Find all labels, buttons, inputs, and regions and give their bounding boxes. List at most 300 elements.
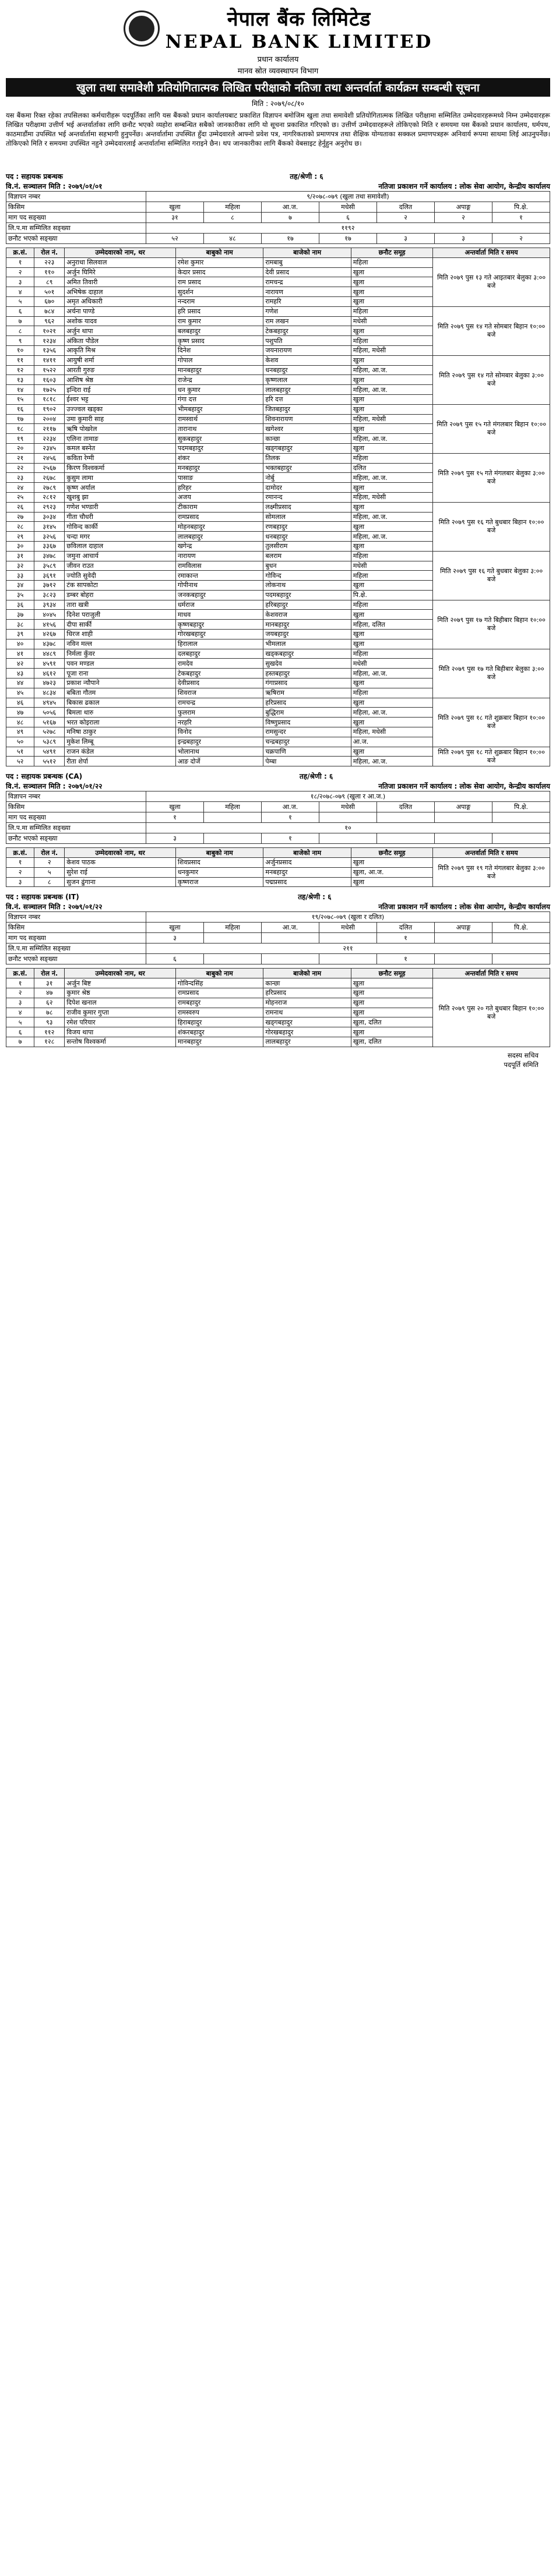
father-name: हरिहर bbox=[175, 483, 263, 493]
quota-group: महिला, मधेसी bbox=[351, 492, 432, 502]
seat-count bbox=[204, 933, 262, 944]
grandfather-name: चक्रपाणि bbox=[263, 747, 351, 757]
result-sections bbox=[6, 171, 550, 1047]
signature-block bbox=[6, 1051, 550, 1069]
father-name: सुकबहादुर bbox=[175, 434, 263, 444]
serial-number: ४६ bbox=[6, 698, 34, 708]
column-header: रोल नं. bbox=[34, 848, 65, 858]
serial-number: ३९ bbox=[6, 630, 34, 639]
candidate-name: उज्ज्वल खड्का bbox=[65, 404, 176, 414]
roll-number: ४३७८ bbox=[34, 639, 65, 649]
serial-number: ३२ bbox=[6, 561, 34, 571]
quota-group: महिला bbox=[351, 688, 432, 698]
grandfather-name: खड्गबहादुर bbox=[263, 443, 351, 453]
section-sub-heading bbox=[6, 781, 550, 791]
selected-count: ६ bbox=[146, 954, 204, 964]
quota-group: महिला, मधेसी bbox=[351, 414, 432, 424]
candidate-name: कुसुम लामा bbox=[65, 473, 176, 483]
grandfather-name: लक्ष्मीप्रसाद bbox=[263, 502, 351, 512]
seat-count: १ bbox=[262, 812, 319, 823]
selected-count bbox=[492, 833, 550, 844]
grandfather-name: मोहनराज bbox=[263, 998, 351, 1008]
candidate-name: आशिष श्रेष्ठ bbox=[65, 375, 176, 385]
bank-name-nepali: नेपाल बैंक लिमिटेड bbox=[227, 8, 371, 31]
grandfather-name: हरिबहादुर bbox=[263, 600, 351, 610]
serial-number: २ bbox=[6, 267, 34, 277]
candidate-row bbox=[6, 355, 550, 365]
candidate-name: जीवन राउत bbox=[65, 561, 176, 571]
interview-schedule: मिति २०७९ पुस १४ गते सोमबार बिहान १०:०० बजे bbox=[433, 306, 550, 355]
column-header: उम्मेदवारको नाम, थर bbox=[65, 248, 176, 258]
father-name: टेकबहादुर bbox=[175, 669, 263, 679]
quota-type: खुला bbox=[146, 923, 204, 933]
summary-label: छनौट भएको सङ्ख्या bbox=[6, 954, 146, 964]
father-name: नरहरि bbox=[175, 718, 263, 727]
column-header: क्र.सं. bbox=[6, 248, 34, 258]
quota-group: खुला bbox=[351, 679, 432, 688]
serial-number: ७ bbox=[6, 1037, 34, 1047]
candidate-name: चन्दा मगर bbox=[65, 532, 176, 542]
quota-group: खुला, आ.ज. bbox=[351, 867, 432, 877]
father-name: हिराबहादुर bbox=[175, 1017, 263, 1027]
grandfather-name: केशवराज bbox=[263, 610, 351, 620]
interview-schedule: मिति २०७९ पुस १७ गते बिहीबार बेलुका ३:०० बजे bbox=[433, 649, 550, 698]
office-name: प्रधान कार्यालय bbox=[257, 55, 299, 64]
roll-number: ९६२ bbox=[34, 316, 65, 326]
candidate-name: दिनेश पराजुली bbox=[65, 610, 176, 620]
roll-number: १०२१ bbox=[34, 326, 65, 336]
quota-type: मधेसी bbox=[319, 802, 377, 812]
roll-number: १८१८ bbox=[34, 394, 65, 404]
quota-group: खुला bbox=[351, 502, 432, 512]
quota-group: खुला bbox=[351, 877, 432, 887]
serial-number: ४३ bbox=[6, 669, 34, 679]
candidate-header-row bbox=[6, 969, 550, 978]
candidate-name: दिपेश खनाल bbox=[65, 998, 176, 1008]
serial-number: ११ bbox=[6, 355, 34, 365]
quota-group: खुला bbox=[351, 1008, 432, 1017]
department-name: मानव स्रोत व्यवस्थापन विभाग bbox=[237, 67, 319, 76]
grandfather-name: चन्द्रबहादुर bbox=[263, 737, 351, 747]
candidate-row bbox=[6, 600, 550, 610]
quota-group: दलित bbox=[351, 463, 432, 473]
father-name: हरि प्रसाद bbox=[175, 306, 263, 316]
seat-count: १ bbox=[146, 812, 204, 823]
quota-group: खुला bbox=[351, 267, 432, 277]
roll-number: २४५६ bbox=[34, 453, 65, 463]
column-header: छनौट समूह bbox=[351, 248, 432, 258]
interview-schedule: मिति २०७९ पुस २० गते बुधबार बिहान १०:०० बजे bbox=[433, 978, 550, 1047]
quota-type: अपाङ्ग bbox=[435, 923, 492, 933]
serial-number: ४९ bbox=[6, 727, 34, 737]
quota-type: आ.ज. bbox=[262, 923, 319, 933]
father-name: दिनेश bbox=[175, 345, 263, 355]
grandfather-name: शिवनारायण bbox=[263, 414, 351, 424]
seat-count bbox=[492, 933, 550, 944]
selected-count bbox=[319, 833, 377, 844]
serial-number: १६ bbox=[6, 404, 34, 414]
roll-number: ३२५६ bbox=[34, 532, 65, 542]
quota-group: खुला bbox=[351, 978, 432, 988]
serial-number: ३७ bbox=[6, 610, 34, 620]
interview-schedule: मिति २०७९ पुस १८ गते शुक्रबार बिहान १०:०० बजे bbox=[433, 698, 550, 747]
exam-date: वि.नं. सञ्चालन मिति : २०७९/०१/२२ bbox=[6, 903, 103, 911]
quota-group: खुला bbox=[351, 375, 432, 385]
summary-label: विज्ञापन नम्बर bbox=[6, 912, 146, 923]
roll-number: ७८ bbox=[34, 1008, 65, 1017]
grandfather-name: रमानन्द bbox=[263, 492, 351, 502]
quota-group: खुला bbox=[351, 355, 432, 365]
post-level: तह/श्रेणी : ६ bbox=[299, 772, 333, 781]
candidate-name: इन्दिरा राई bbox=[65, 385, 176, 395]
roll-number: ५१६७ bbox=[34, 718, 65, 727]
summary-row bbox=[6, 234, 550, 244]
quota-group: महिला, दलित bbox=[351, 620, 432, 630]
candidate-name: अर्जुन थापा bbox=[65, 326, 176, 336]
advertisement-number: १९/२०७८-०७९ (खुला र दलित) bbox=[146, 912, 550, 923]
candidate-name: कृष्ण अर्याल bbox=[65, 483, 176, 493]
serial-number: ७ bbox=[6, 316, 34, 326]
quota-group: खुला bbox=[351, 277, 432, 287]
father-name: रामविलास bbox=[175, 561, 263, 571]
serial-number: १० bbox=[6, 345, 34, 355]
quota-type: अपाङ्ग bbox=[435, 202, 492, 213]
column-header: रोल नं. bbox=[34, 248, 65, 258]
grandfather-name: खगेश्वर bbox=[263, 424, 351, 434]
grandfather-name: तिलक bbox=[263, 453, 351, 463]
roll-number: २११७ bbox=[34, 424, 65, 434]
candidate-name: अभिषेक दाहाल bbox=[65, 287, 176, 297]
seat-count: ७ bbox=[262, 213, 319, 223]
result-office: नतिजा प्रकाशन गर्ने कार्यालय : लोक सेवा आयोग, केन्द्रीय कार्यालय bbox=[378, 903, 550, 911]
post-level: तह/श्रेणी : ६ bbox=[290, 172, 323, 181]
quota-type: अपाङ्ग bbox=[435, 802, 492, 812]
grandfather-name: तुलसीराम bbox=[263, 541, 351, 551]
column-header: बाबुको नाम bbox=[175, 248, 263, 258]
grandfather-name: कृष्णलाल bbox=[263, 375, 351, 385]
signatory-org: पदपूर्ति समिति bbox=[504, 1060, 539, 1069]
serial-number: १ bbox=[6, 858, 34, 868]
candidate-name: गणेश भण्डारी bbox=[65, 502, 176, 512]
candidate-name: दीपा सार्की bbox=[65, 620, 176, 630]
father-name: तारानाथ bbox=[175, 424, 263, 434]
father-name: रमाकान्त bbox=[175, 571, 263, 581]
candidate-header-row bbox=[6, 848, 550, 858]
serial-number: २४ bbox=[6, 483, 34, 493]
roll-number: २ bbox=[34, 858, 65, 868]
grandfather-name: रामनाथ bbox=[263, 1008, 351, 1017]
father-name: कृष्णराज bbox=[175, 877, 263, 887]
candidate-name: जमुना आचार्य bbox=[65, 551, 176, 561]
roll-number: ५२७८ bbox=[34, 727, 65, 737]
candidate-name: अंकिता पौडेल bbox=[65, 336, 176, 346]
bank-logo-row bbox=[6, 5, 550, 52]
summary-label: छनौट भएको सङ्ख्या bbox=[6, 833, 146, 844]
father-name: रामबहादुर bbox=[175, 998, 263, 1008]
roll-number: ३४७८ bbox=[34, 551, 65, 561]
candidate-name: सन्तोष विश्वकर्मा bbox=[65, 1037, 176, 1047]
serial-number: ३३ bbox=[6, 571, 34, 581]
summary-label: किसिम bbox=[6, 202, 146, 213]
candidate-name: बिमला थारु bbox=[65, 708, 176, 718]
candidate-row bbox=[6, 698, 550, 708]
father-name: रामप्रसाद bbox=[175, 512, 263, 522]
summary-row bbox=[6, 802, 550, 812]
roll-number: ६७० bbox=[34, 296, 65, 306]
grandfather-name: लालबहादुर bbox=[263, 1037, 351, 1047]
seat-count: ३ bbox=[146, 933, 204, 944]
candidate-name: रमेश परियार bbox=[65, 1017, 176, 1027]
candidate-name: राजन कंडेल bbox=[65, 747, 176, 757]
roll-number: १२८ bbox=[34, 1037, 65, 1047]
grandfather-name: हरि दत्त bbox=[263, 394, 351, 404]
roll-number: ४७२३ bbox=[34, 679, 65, 688]
quota-group: खुला bbox=[351, 747, 432, 757]
quota-group: खुला bbox=[351, 718, 432, 727]
quota-type: आ.ज. bbox=[262, 802, 319, 812]
roll-number: ५३८९ bbox=[34, 737, 65, 747]
serial-number: १ bbox=[6, 257, 34, 267]
father-name: गोपाल bbox=[175, 355, 263, 365]
column-header: बाजेको नाम bbox=[263, 248, 351, 258]
summary-row bbox=[6, 791, 550, 802]
seat-count bbox=[435, 812, 492, 823]
summary-label: विज्ञापन नम्बर bbox=[6, 791, 146, 802]
father-name: पदमबहादुर bbox=[175, 443, 263, 453]
roll-number: ८ bbox=[34, 877, 65, 887]
quota-group: खुला bbox=[351, 296, 432, 306]
seat-summary-table bbox=[6, 191, 550, 244]
father-name: धर्मराज bbox=[175, 600, 263, 610]
candidate-row bbox=[6, 747, 550, 757]
quota-group: खुला, दलित bbox=[351, 1037, 432, 1047]
candidate-name: एलिना तामाङ bbox=[65, 434, 176, 444]
serial-number: ४२ bbox=[6, 659, 34, 669]
quota-group: महिला, आ.ज. bbox=[351, 385, 432, 395]
serial-number: ५ bbox=[6, 296, 34, 306]
candidate-name: ईश्वर भट्ट bbox=[65, 394, 176, 404]
father-name: शंकरबहादुर bbox=[175, 1027, 263, 1037]
roll-number: १७२५ bbox=[34, 385, 65, 395]
grandfather-name: खड्गबहादुर bbox=[263, 1017, 351, 1027]
roll-number: ४५९१ bbox=[34, 659, 65, 669]
serial-number: ३ bbox=[6, 277, 34, 287]
roll-number: २२३४ bbox=[34, 434, 65, 444]
selected-count bbox=[204, 954, 262, 964]
seat-count bbox=[319, 812, 377, 823]
father-name: गोपीनाथ bbox=[175, 581, 263, 591]
quota-type: पि.क्षे. bbox=[492, 923, 550, 933]
quota-type: महिला bbox=[204, 802, 262, 812]
applied-count: १० bbox=[146, 823, 550, 833]
candidate-name: धिरज शाही bbox=[65, 630, 176, 639]
summary-label: लि.प.मा सम्मिलित सङ्ख्या bbox=[6, 944, 146, 954]
grandfather-name: केशव bbox=[263, 355, 351, 365]
father-name: नारायण bbox=[175, 551, 263, 561]
quota-group: खुला bbox=[351, 443, 432, 453]
serial-number: १३ bbox=[6, 375, 34, 385]
quota-group: खुला bbox=[351, 326, 432, 336]
serial-number: २५ bbox=[6, 492, 34, 502]
applied-count: २११ bbox=[146, 944, 550, 954]
quota-group: महिला bbox=[351, 453, 432, 463]
serial-number: २७ bbox=[6, 512, 34, 522]
seat-summary-table bbox=[6, 791, 550, 844]
seat-count: ८ bbox=[204, 213, 262, 223]
father-name: इन्द्रबहादुर bbox=[175, 737, 263, 747]
selected-count bbox=[262, 954, 319, 964]
seat-count: ३१ bbox=[146, 213, 204, 223]
selected-count bbox=[377, 833, 435, 844]
quota-group: खुला bbox=[351, 287, 432, 297]
father-name: राजेन्द्र bbox=[175, 375, 263, 385]
grandfather-name: जितबहादुर bbox=[263, 404, 351, 414]
serial-number: २३ bbox=[6, 473, 34, 483]
quota-group: महिला bbox=[351, 571, 432, 581]
signatory-title: सदस्य सचिव bbox=[507, 1051, 539, 1059]
serial-number: २२ bbox=[6, 463, 34, 473]
father-name: भीमबहादुर bbox=[175, 404, 263, 414]
father-name: गोरखबहादुर bbox=[175, 630, 263, 639]
serial-number: ५ bbox=[6, 1017, 34, 1027]
grandfather-name: पशुपति bbox=[263, 336, 351, 346]
father-name: धनकुमार bbox=[175, 867, 263, 877]
candidate-name: छविलाल दाहाल bbox=[65, 541, 176, 551]
selected-count: ३ bbox=[435, 234, 492, 244]
serial-number: २६ bbox=[6, 502, 34, 512]
father-name: खगेन्द्र bbox=[175, 541, 263, 551]
grandfather-name: गोरखबहादुर bbox=[263, 1027, 351, 1037]
candidate-row bbox=[6, 404, 550, 414]
candidate-name: बबिता गौतम bbox=[65, 688, 176, 698]
father-name: कृष्ण प्रसाद bbox=[175, 336, 263, 346]
serial-number: ४५ bbox=[6, 688, 34, 698]
quota-group: खुला bbox=[351, 404, 432, 414]
candidate-name: केशव पाठक bbox=[65, 858, 176, 868]
grandfather-name: धनबहादुर bbox=[263, 365, 351, 375]
post-name: पद : सहायक प्रबन्धक (CA) bbox=[6, 772, 83, 781]
quota-group: खुला bbox=[351, 610, 432, 620]
seat-count bbox=[319, 933, 377, 944]
serial-number: ३५ bbox=[6, 590, 34, 600]
interview-schedule: मिति २०७९ पुस १५ गते मंगलबार बेलुका ३:०० बजे bbox=[433, 453, 550, 502]
result-office: नतिजा प्रकाशन गर्ने कार्यालय : लोक सेवा आयोग, केन्द्रीय कार्यालय bbox=[378, 182, 550, 190]
grandfather-name: मनबहादुर bbox=[263, 867, 351, 877]
quota-type: महिला bbox=[204, 202, 262, 213]
serial-number: २९ bbox=[6, 532, 34, 542]
roll-number: ३१४५ bbox=[34, 522, 65, 532]
serial-number: २० bbox=[6, 443, 34, 453]
quota-type: आ.ज. bbox=[262, 202, 319, 213]
grandfather-name: हस्तबहादुर bbox=[263, 669, 351, 679]
candidate-name: भरत कोइराला bbox=[65, 718, 176, 727]
summary-row bbox=[6, 213, 550, 223]
father-name: भोलानाथ bbox=[175, 747, 263, 757]
quota-group: महिला bbox=[351, 600, 432, 610]
selected-count bbox=[435, 833, 492, 844]
candidate-name: अर्चना पाण्डे bbox=[65, 306, 176, 316]
quota-group: महिला, आ.ज. bbox=[351, 365, 432, 375]
quota-type: दलित bbox=[377, 923, 435, 933]
seat-count: ६ bbox=[319, 213, 377, 223]
father-name: जनकबहादुर bbox=[175, 590, 263, 600]
grandfather-name: रणबहादुर bbox=[263, 522, 351, 532]
serial-number: ८ bbox=[6, 326, 34, 336]
summary-row bbox=[6, 944, 550, 954]
grandfather-name: टेकबहादुर bbox=[263, 326, 351, 336]
exam-date: वि.नं. सञ्चालन मिति : २०७९/०१/०१ bbox=[6, 182, 103, 190]
grandfather-name: रामहरि bbox=[263, 296, 351, 306]
serial-number: १९ bbox=[6, 434, 34, 444]
quota-group: महिला, आ.ज. bbox=[351, 757, 432, 766]
grandfather-name: जयबहादुर bbox=[263, 630, 351, 639]
notice-title: खुला तथा समावेशी प्रतियोगितात्मक लिखित परीक्षाको नतिजा तथा अन्तर्वार्ता कार्यक्रम सम्बन्धी सूचना bbox=[6, 78, 550, 97]
grandfather-name: मानबहादुर bbox=[263, 620, 351, 630]
selected-count: १ bbox=[262, 833, 319, 844]
quota-group: खुला bbox=[351, 581, 432, 591]
candidate-row bbox=[6, 551, 550, 561]
grandfather-name: लोकनाथ bbox=[263, 581, 351, 591]
section-sub-heading bbox=[6, 902, 550, 911]
advertisement-number: १८/२०७८-०७९ (खुला र आ.ज.) bbox=[146, 791, 550, 802]
seat-count bbox=[377, 812, 435, 823]
interview-schedule: मिति २०७९ पुस १३ गते आइतबार बेलुका ३:०० बजे bbox=[433, 257, 550, 306]
father-name: मनबहादुर bbox=[175, 463, 263, 473]
seat-count bbox=[204, 812, 262, 823]
quota-group: मधेसी bbox=[351, 561, 432, 571]
serial-number: ४७ bbox=[6, 708, 34, 718]
grandfather-name: जयनारायण bbox=[263, 345, 351, 355]
selected-count: १७ bbox=[262, 234, 319, 244]
quota-group: खुला bbox=[351, 988, 432, 998]
serial-number: ३० bbox=[6, 541, 34, 551]
roll-number: ११२ bbox=[34, 1027, 65, 1037]
quota-group: महिला bbox=[351, 257, 432, 267]
quota-group: खुला bbox=[351, 483, 432, 493]
father-name: टीकाराम bbox=[175, 502, 263, 512]
grandfather-name: नारायण bbox=[263, 287, 351, 297]
roll-number: ३५८९ bbox=[34, 561, 65, 571]
candidate-name: विजय थापा bbox=[65, 1027, 176, 1037]
candidate-name: टंक सापकोटा bbox=[65, 581, 176, 591]
quota-type: दलित bbox=[377, 802, 435, 812]
summary-row bbox=[6, 912, 550, 923]
section-post-heading bbox=[6, 171, 550, 181]
roll-number: ४६१२ bbox=[34, 669, 65, 679]
grandfather-name: भीमलाल bbox=[263, 639, 351, 649]
roll-number: ४२६७ bbox=[34, 630, 65, 639]
candidate-row bbox=[6, 649, 550, 659]
roll-number: ११० bbox=[34, 267, 65, 277]
father-name: रामदेव bbox=[175, 659, 263, 669]
column-header: रोल नं. bbox=[34, 969, 65, 978]
quota-group: महिला bbox=[351, 649, 432, 659]
grandfather-name: गंगाप्रसाद bbox=[263, 679, 351, 688]
serial-number: ६ bbox=[6, 306, 34, 316]
bank-logo-icon bbox=[124, 10, 160, 47]
quota-group: खुला bbox=[351, 522, 432, 532]
summary-row bbox=[6, 812, 550, 823]
father-name: धन कुमार bbox=[175, 385, 263, 395]
selected-count: १ bbox=[377, 954, 435, 964]
father-name: रामप्रसाद bbox=[175, 988, 263, 998]
seat-summary-table bbox=[6, 911, 550, 964]
roll-number: ८९ bbox=[34, 277, 65, 287]
serial-number: ४ bbox=[6, 1008, 34, 1017]
serial-number: १७ bbox=[6, 414, 34, 424]
candidate-name: गोविन्द कार्की bbox=[65, 522, 176, 532]
summary-label: लि.प.मा सम्मिलित सङ्ख्या bbox=[6, 223, 146, 234]
